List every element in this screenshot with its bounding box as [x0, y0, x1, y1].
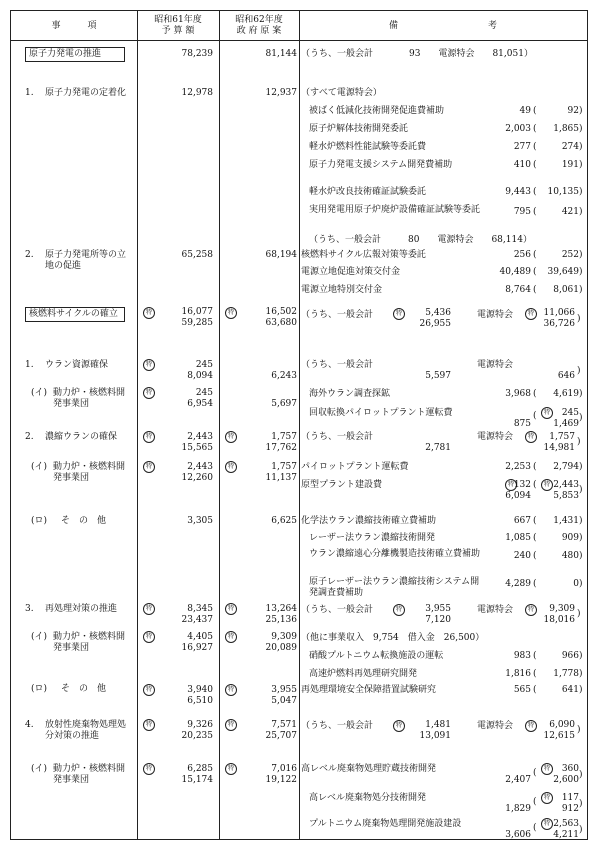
paren-close: ) [579, 462, 583, 472]
amount-1987: 68,194 [265, 250, 297, 260]
note-value-1986: 641 [561, 685, 579, 695]
row-label: 動力炉・核燃料開発事業団 [53, 764, 126, 785]
amount-1987: 16,502 [265, 307, 297, 317]
amount-1987-general: 25,136 [265, 615, 297, 625]
special-account-mark: 特 [525, 720, 537, 732]
paren-close: ) [579, 250, 583, 260]
row-label: 原子力発電所等の立地の促進 [45, 250, 127, 271]
note-mid-label: 電源特会 [477, 721, 514, 731]
note-value-1987-total: 6,094 [505, 491, 531, 501]
note-value-1986: 8,061 [553, 285, 579, 295]
amount-1986: 4,405 [187, 632, 213, 642]
amount-1986-general: 59,285 [181, 318, 213, 328]
amount-1987: 1,757 [271, 462, 297, 472]
paren-open: ( [533, 142, 537, 152]
special-account-mark: 特 [143, 387, 155, 399]
note-breakdown: （うち、一般会計 [301, 605, 374, 615]
amount-1986: 12,978 [181, 88, 213, 98]
note-breakdown: （うち、一般会計 80 電源特会 68,114） [309, 235, 532, 245]
note-mid-label: 電源特会 [477, 310, 514, 320]
paren-close: ) [579, 651, 583, 661]
row-number: 1. [25, 360, 34, 370]
special-account-mark: 特 [525, 431, 537, 443]
paren-open: ( [533, 579, 537, 589]
note-special-total: 12,615 [543, 731, 575, 741]
note-item: 原型プラント建設費 [301, 480, 383, 490]
note-special: 1,757 [549, 432, 575, 442]
paren-open: ( [533, 160, 537, 170]
paren-close: ) [579, 267, 583, 277]
note-value-1987: 4,289 [505, 579, 531, 589]
special-account-mark: 特 [143, 763, 155, 775]
header-1987-line1: 昭和62年度 [235, 15, 283, 25]
paren-close: ) [579, 516, 583, 526]
row-label: ウラン資源確保 [45, 360, 109, 370]
special-account-mark: 特 [541, 763, 553, 775]
note-breakdown: （うち、一般会計 [301, 360, 374, 370]
special-account-mark: 特 [525, 604, 537, 616]
paren-open: ( [533, 250, 537, 260]
section-title-fuel-cycle: 核燃料サイクルの確立 [25, 307, 125, 322]
note-value-1987: 1,816 [505, 669, 531, 679]
note-value-1986: 245 [561, 408, 579, 418]
special-account-mark: 特 [225, 603, 237, 615]
row-number: 1. [25, 88, 34, 98]
note-item: 核燃料サイクル広報対策等委託 [301, 250, 426, 260]
note-value-1987: 8,764 [505, 285, 531, 295]
paren-close: ) [579, 799, 583, 809]
note-value-1986-total: 5,853 [553, 491, 579, 501]
amount-1987: 3,955 [271, 685, 297, 695]
paren-close: ) [577, 437, 581, 447]
note-breakdown: （うち、一般会計 [301, 721, 374, 731]
note-value-1986: 0 [573, 579, 579, 589]
note-general-total: 7,120 [425, 615, 451, 625]
amount-1987: 12,937 [265, 88, 297, 98]
row-number: 4. [25, 720, 34, 730]
special-account-mark: 特 [143, 631, 155, 643]
col-divider-3 [299, 11, 300, 839]
note-value-1986: 2,563 [553, 819, 579, 829]
note-value-1987: 983 [513, 651, 531, 661]
special-account-mark: 特 [143, 719, 155, 731]
paren-close: ) [579, 187, 583, 197]
note-value-1987: 1,829 [505, 804, 531, 814]
note-value-1987: 2,407 [505, 775, 531, 785]
row-number: 2. [25, 432, 34, 442]
note-value-1987: 49 [519, 106, 531, 116]
amount-1986: 3,305 [187, 516, 213, 526]
note-value-1987: 40,489 [499, 267, 531, 277]
paren-close: ) [579, 825, 583, 835]
col-divider-1 [137, 11, 138, 839]
header-1986-line2: 予 算 額 [161, 26, 195, 36]
paren-close: ) [577, 609, 581, 619]
col-divider-2 [219, 11, 220, 839]
note-item: 化学法ウラン濃縮技術確立費補助 [301, 516, 437, 526]
paren-open: ( [533, 267, 537, 277]
special-account-mark: 特 [225, 307, 237, 319]
note-general-total: 5,597 [425, 371, 451, 381]
row-label: 再処理対策の推進 [45, 604, 118, 614]
note-value-1986: 421 [561, 207, 579, 217]
note-value-1987: 3,606 [505, 830, 531, 840]
note-value-1986: 1,778 [553, 669, 579, 679]
amount-1986: 6,285 [187, 764, 213, 774]
amount-1987-general: 5,047 [271, 696, 297, 706]
special-account-mark: 特 [393, 720, 405, 732]
paren-open: ( [533, 685, 537, 695]
amount-1986-general: 6,954 [187, 399, 213, 409]
note-value-1987: 9,443 [505, 187, 531, 197]
amount-1987: 13,264 [265, 604, 297, 614]
header-1986-line1: 昭和61年度 [154, 15, 202, 25]
note-item: 原子レーザー法ウラン濃縮技術システム開発調査費補助 [309, 577, 480, 598]
note-value-1986: 191 [561, 160, 579, 170]
budget-table [10, 10, 588, 840]
amount-1987-general: 63,680 [265, 318, 297, 328]
note-value-1986-total: 4,211 [553, 830, 579, 840]
row-number: (ロ) [31, 684, 48, 694]
note-item: プルトニウム廃棄物処理開発施設建設 [309, 819, 462, 829]
note-value-1987: 410 [513, 160, 531, 170]
amount-1987-general: 11,137 [265, 473, 297, 483]
special-account-mark: 特 [225, 684, 237, 696]
special-account-mark: 特 [225, 631, 237, 643]
amount-1987: 81,144 [265, 49, 297, 59]
amount-1986-general: 20,235 [181, 731, 213, 741]
note-general: 1,481 [425, 720, 451, 730]
note-value-1986: 1,865 [553, 124, 579, 134]
note-value-1986: 117 [561, 793, 579, 803]
special-account-mark: 特 [143, 461, 155, 473]
amount-1986-general: 6,510 [187, 696, 213, 706]
special-account-mark: 特 [541, 818, 553, 830]
row-label: そ の 他 [61, 516, 107, 526]
note-special-total: 18,016 [543, 615, 575, 625]
note-general: 3,955 [425, 604, 451, 614]
note-value-1987: 1,085 [505, 533, 531, 543]
note-special: 6,090 [549, 720, 575, 730]
note-special-total: 646 [557, 371, 575, 381]
special-account-mark: 特 [143, 431, 155, 443]
special-account-mark: 特 [225, 461, 237, 473]
note-mid-label: 電源特会 [477, 432, 514, 442]
paren-open: ( [533, 823, 537, 833]
amount-1987: 7,571 [271, 720, 297, 730]
special-account-mark: 特 [143, 684, 155, 696]
row-number: (イ) [31, 462, 48, 472]
note-item: 高速炉燃料再処理研究開発 [309, 669, 418, 679]
paren-close: ) [579, 160, 583, 170]
note-value-1987: 256 [513, 250, 531, 260]
note-value-1987: 565 [513, 685, 531, 695]
paren-close: ) [579, 413, 583, 423]
paren-open: ( [533, 124, 537, 134]
amount-1987-general: 20,089 [265, 643, 297, 653]
amount-1986-general: 15,174 [181, 775, 213, 785]
note-item: ウラン濃縮遠心分離機製造技術確立費補助 [309, 549, 481, 559]
note-value-1986-total: 912 [561, 804, 579, 814]
paren-close: ) [579, 770, 583, 780]
paren-close: ) [579, 579, 583, 589]
paren-open: ( [533, 187, 537, 197]
note-value-1986-total: 1,469 [553, 419, 579, 429]
row-number: (イ) [31, 388, 48, 398]
amount-1986: 3,940 [187, 685, 213, 695]
paren-close: ) [579, 551, 583, 561]
special-account-mark: 特 [143, 307, 155, 319]
note-value-1987: 277 [513, 142, 531, 152]
paren-close: ) [579, 389, 583, 399]
note-mid-label: 電源特会 [477, 605, 514, 615]
paren-close: ) [579, 106, 583, 116]
note-item: 電源立地促進対策交付金 [301, 267, 401, 277]
header-notes: 備 考 [388, 21, 497, 31]
special-account-mark: 特 [143, 603, 155, 615]
paren-open: ( [533, 462, 537, 472]
row-number: (イ) [31, 764, 48, 774]
note-special: 11,066 [543, 308, 575, 318]
special-account-mark: 特 [143, 359, 155, 371]
note-general: 5,436 [425, 308, 451, 318]
special-account-mark: 特 [393, 308, 405, 320]
note-value-1987: 2,003 [505, 124, 531, 134]
note-value-1987: 667 [513, 516, 531, 526]
paren-open: ( [533, 533, 537, 543]
special-account-mark: 特 [541, 792, 553, 804]
special-account-mark: 特 [525, 308, 537, 320]
note-item: 再処理環境安全保障措置試験研究 [301, 685, 437, 695]
note-item: 原子力発電支援システム開発費補助 [309, 160, 453, 170]
amount-1987: 1,757 [271, 432, 297, 442]
amount-1986-general: 15,565 [181, 443, 213, 453]
note-value-1986: 39,649 [547, 267, 579, 277]
amount-1986: 78,239 [181, 49, 213, 59]
special-account-mark: 特 [225, 763, 237, 775]
paren-open: ( [533, 285, 537, 295]
note-value-1987: 2,253 [505, 462, 531, 472]
amount-1987: 7,016 [271, 764, 297, 774]
note-item: 被ばく低減化技術開発促進費補助 [309, 106, 445, 116]
note-breakdown: （うち、一般会計 [301, 310, 374, 320]
amount-1986: 8,345 [187, 604, 213, 614]
paren-open: ( [533, 651, 537, 661]
note-general-total: 13,091 [419, 731, 451, 741]
row-label: 原子力発電の定着化 [45, 88, 127, 98]
note-breakdown: （すべて電源特会） [301, 88, 382, 98]
note-value-1986: 909 [561, 533, 579, 543]
amount-1987-general: 6,243 [271, 371, 297, 381]
paren-open: ( [533, 669, 537, 679]
special-account-mark: 特 [225, 431, 237, 443]
amount-1987-general: 19,122 [265, 775, 297, 785]
note-value-1987: 795 [513, 207, 531, 217]
paren-open: ( [533, 207, 537, 217]
amount-1987-general: 5,697 [271, 399, 297, 409]
paren-close: ) [579, 485, 583, 495]
note-value-1986-total: 2,600 [553, 775, 579, 785]
paren-open: ( [533, 106, 537, 116]
paren-open: ( [533, 551, 537, 561]
note-item: 電源立地特別交付金 [301, 285, 383, 295]
row-number: (ロ) [31, 516, 48, 526]
header-1987-line2: 政 府 原 案 [236, 26, 282, 36]
note-item: 海外ウラン調査探鉱 [309, 389, 391, 399]
amount-1986-general: 12,260 [181, 473, 213, 483]
special-account-mark: 特 [225, 719, 237, 731]
paren-close: ) [579, 285, 583, 295]
note-breakdown: （うち、一般会計 93 電源特会 81,051） [301, 49, 533, 59]
special-account-mark: 特 [541, 479, 553, 491]
amount-1987-general: 25,707 [265, 731, 297, 741]
note-item: 回収転換パイロットプラント運転費 [309, 408, 453, 418]
note-item: 高レベル廃棄物処理貯蔵技術開発 [301, 764, 437, 774]
note-mid-label: 電源特会 [477, 360, 514, 370]
note-item: 高レベル廃棄物処分技術開発 [309, 793, 427, 803]
amount-1986: 16,077 [181, 307, 213, 317]
row-number: (イ) [31, 632, 48, 642]
note-item: 硝酸プルトニウム転換施設の運転 [309, 651, 444, 661]
amount-1987: 6,625 [271, 516, 297, 526]
note-value-1986: 480 [561, 551, 579, 561]
row-label: そ の 他 [61, 684, 107, 694]
note-value-1987: 875 [513, 419, 531, 429]
note-value-1987: 240 [513, 551, 531, 561]
paren-open: ( [533, 768, 537, 778]
special-account-mark: 特 [505, 479, 517, 491]
paren-close: ) [577, 366, 581, 376]
paren-open: ( [533, 797, 537, 807]
row-number: 2. [25, 250, 34, 260]
amount-1986: 9,326 [187, 720, 213, 730]
paren-close: ) [579, 207, 583, 217]
row-label: 動力炉・核燃料開発事業団 [53, 388, 126, 409]
amount-1986-general: 16,927 [181, 643, 213, 653]
amount-1986: 2,443 [187, 432, 213, 442]
row-label: 放射性廃棄物処理処分対策の推進 [45, 720, 127, 741]
section-title-nuclear-power: 原子力発電の推進 [25, 47, 125, 62]
paren-close: ) [579, 124, 583, 134]
note-item: 実用発電用原子炉廃炉設備確証試験等委託 [309, 205, 481, 215]
amount-1986: 245 [195, 360, 213, 370]
note-item: レーザー法ウラン濃縮技術開発 [309, 533, 436, 543]
amount-1987: 9,309 [271, 632, 297, 642]
paren-close: ) [577, 725, 581, 735]
row-label: 濃縮ウランの確保 [45, 432, 118, 442]
note-item: 軽水炉改良技術確証試験委託 [309, 187, 427, 197]
note-general-total: 2,781 [425, 443, 451, 453]
note-value-1986: 360 [561, 764, 579, 774]
note-value-1987: 3,968 [505, 389, 531, 399]
note-value-1986: 4,619 [553, 389, 579, 399]
paren-close: ) [579, 142, 583, 152]
note-value-1986: 1,431 [553, 516, 579, 526]
note-breakdown: （うち、一般会計 [301, 432, 374, 442]
paren-open: ( [533, 516, 537, 526]
note-item: 原子炉解体技術開発委託 [309, 124, 409, 134]
note-value-1986: 10,135 [547, 187, 579, 197]
amount-1987-general: 17,762 [265, 443, 297, 453]
note-item: パイロットプラント運転費 [301, 462, 409, 472]
paren-open: ( [533, 389, 537, 399]
row-label: 動力炉・核燃料開発事業団 [53, 462, 126, 483]
paren-close: ) [577, 314, 581, 324]
paren-open: ( [533, 411, 537, 421]
amount-1986-general: 23,437 [181, 615, 213, 625]
amount-1986-general: 8,094 [187, 371, 213, 381]
note-special: 9,309 [549, 604, 575, 614]
paren-open: ( [533, 480, 537, 490]
special-account-mark: 特 [541, 407, 553, 419]
row-label: 動力炉・核燃料開発事業団 [53, 632, 126, 653]
note-value-1986: 966 [561, 651, 579, 661]
amount-1986: 2,443 [187, 462, 213, 472]
note-value-1986: 252 [561, 250, 579, 260]
note-item: 軽水炉燃料性能試験等委託費 [309, 142, 427, 152]
note-general-total: 26,955 [419, 319, 451, 329]
note-value-1987: 132 [513, 480, 531, 490]
row-number: 3. [25, 604, 34, 614]
paren-close: ) [579, 685, 583, 695]
note-special-total: 36,726 [543, 319, 575, 329]
amount-1986: 245 [195, 388, 213, 398]
note-breakdown: （他に事業収入 9,754 借入金 26,500） [301, 633, 485, 643]
header-item: 事 項 [51, 21, 97, 31]
note-value-1986: 92 [567, 106, 579, 116]
paren-close: ) [579, 669, 583, 679]
note-value-1986: 2,794 [553, 462, 579, 472]
note-value-1986: 2,443 [553, 480, 579, 490]
note-value-1986: 274 [561, 142, 579, 152]
paren-close: ) [579, 533, 583, 543]
amount-1986: 65,258 [181, 250, 213, 260]
note-special-total: 14,981 [543, 443, 575, 453]
special-account-mark: 特 [393, 604, 405, 616]
